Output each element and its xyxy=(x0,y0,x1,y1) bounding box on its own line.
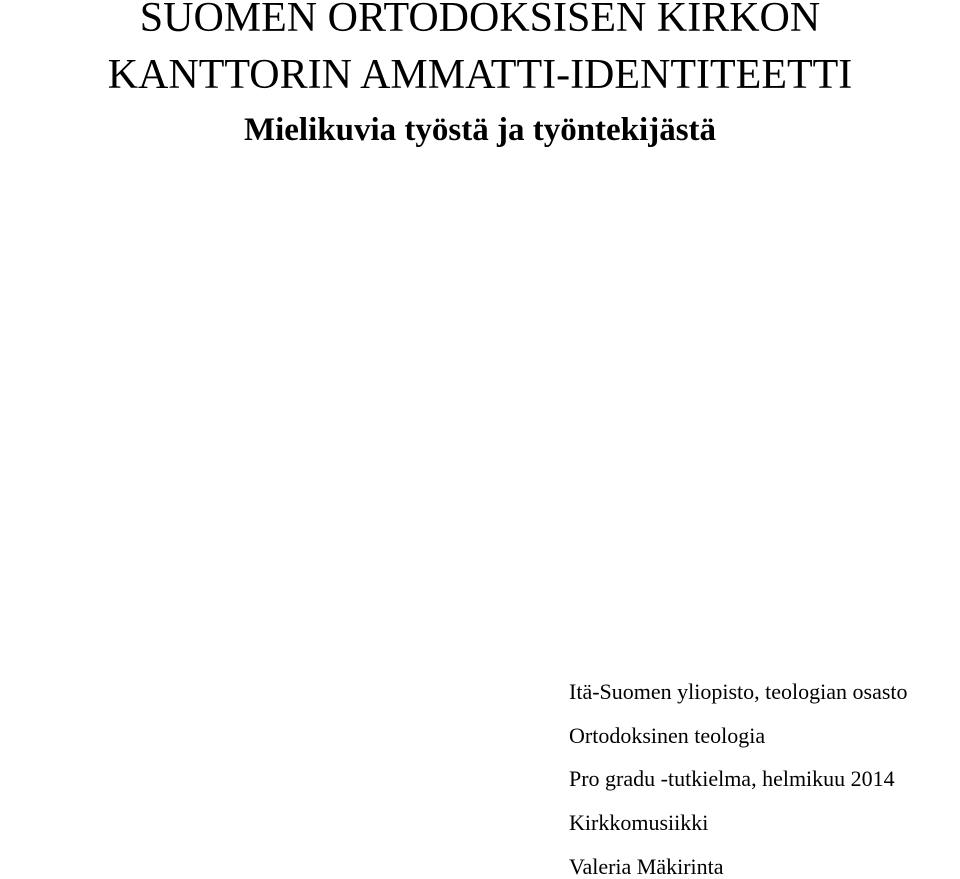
thesis-type-date: Pro gradu -tutkielma, helmikuu 2014 xyxy=(569,766,895,791)
subject: Ortodoksinen teologia xyxy=(569,723,766,748)
university-department: Itä-Suomen yliopisto, teologian osasto xyxy=(569,679,908,704)
major-subject: Kirkkomusiikki xyxy=(569,810,709,835)
title-line-1: SUOMEN ORTODOKSISEN KIRKON xyxy=(139,0,821,41)
author-name: Valeria Mäkirinta xyxy=(569,854,724,879)
title-line-2: KANTTORIN AMMATTI-IDENTITEETTI xyxy=(107,52,853,98)
subtitle: Mielikuvia työstä ja työntekijästä xyxy=(243,112,717,148)
